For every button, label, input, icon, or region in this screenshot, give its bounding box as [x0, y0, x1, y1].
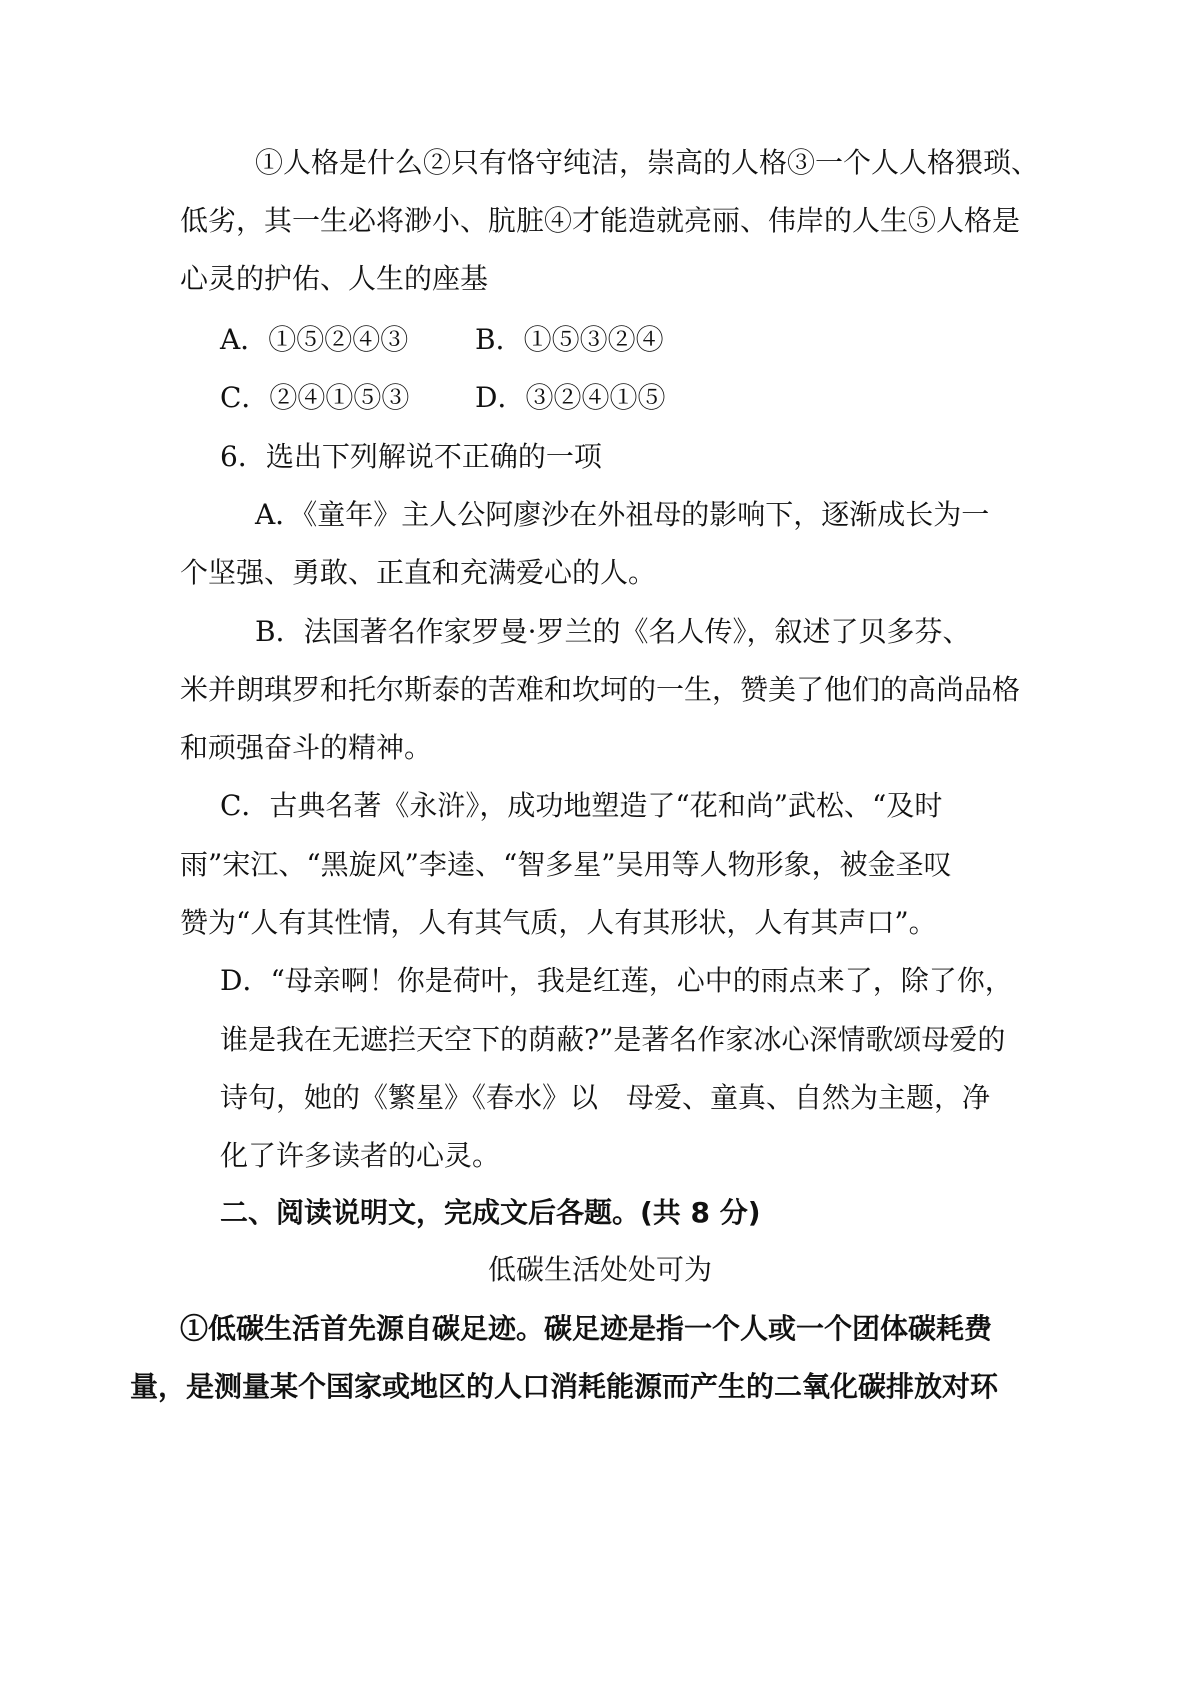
- q5-line-2: 低劣，其一生必将渺小、肮脏④才能造就亮丽、伟岸的人生⑤人格是: [180, 204, 1021, 237]
- q6-option-b-line-3: 和顽强奋斗的精神。: [180, 731, 433, 764]
- q6-option-a-line-2: 个坚强、勇敢、正直和充满爱心的人。: [180, 556, 657, 589]
- article-paragraph-1-line-2: 量，是测量某个国家或地区的人口消耗能源而产生的二氧化碳排放对环: [130, 1370, 999, 1403]
- q6-option-d-line-4: 化了许多读者的心灵。: [220, 1139, 501, 1172]
- q6-option-c-line-3: 赞为“人有其性情，人有其气质，人有其形状，人有其声口”。: [180, 906, 937, 939]
- q6-option-d-line-2: 谁是我在无遮拦天空下的荫蔽?”是著名作家冰心深情歌颂母爱的: [220, 1023, 1006, 1056]
- q5-option-d: D．③②④①⑤: [475, 381, 666, 414]
- q5-line-3: 心灵的护佑、人生的座基: [180, 262, 489, 295]
- q5-option-a: A．①⑤②④③: [220, 323, 409, 356]
- q6-option-d-line-3: 诗句，她的《繁星》《春水》以 母爱、童真、自然为主题，净: [220, 1081, 991, 1114]
- q5-line-1: ①人格是什么②只有恪守纯洁，崇高的人格③一个人人格猥琐、: [255, 146, 1040, 179]
- q5-option-b: B．①⑤③②④: [475, 323, 664, 356]
- q6-stem: 6．选出下列解说不正确的一项: [220, 440, 602, 473]
- q6-option-b-line-1: B．法国著名作家罗曼·罗兰的《名人传》，叙述了贝多芬、: [255, 615, 971, 648]
- q6-option-d-line-1: D．“母亲啊！你是荷叶，我是红莲，心中的雨点来了，除了你，: [220, 964, 1013, 997]
- q6-option-a-line-1: A．《童年》主人公阿廖沙在外祖母的影响下，逐渐成长为一: [255, 498, 990, 531]
- article-paragraph-1-line-1: ①低碳生活首先源自碳足迹。碳足迹是指一个人或一个团体碳耗费: [180, 1312, 993, 1345]
- q6-option-c-line-2: 雨”宋江、“黑旋风”李逵、“智多星”吴用等人物形象，被金圣叹: [180, 848, 952, 881]
- q6-option-c-line-1: C．古典名著《永浒》，成功地塑造了“花和尚”武松、“及时: [220, 789, 943, 822]
- q6-option-b-line-2: 米并朗琪罗和托尔斯泰的苦难和坎坷的一生，赞美了他们的高尚品格: [180, 673, 1021, 706]
- section-2-heading: 二、阅读说明文，完成文后各题。(共 8 分): [220, 1196, 761, 1229]
- article-title: 低碳生活处处可为: [487, 1253, 712, 1286]
- q5-option-c: C．②④①⑤③: [220, 381, 410, 414]
